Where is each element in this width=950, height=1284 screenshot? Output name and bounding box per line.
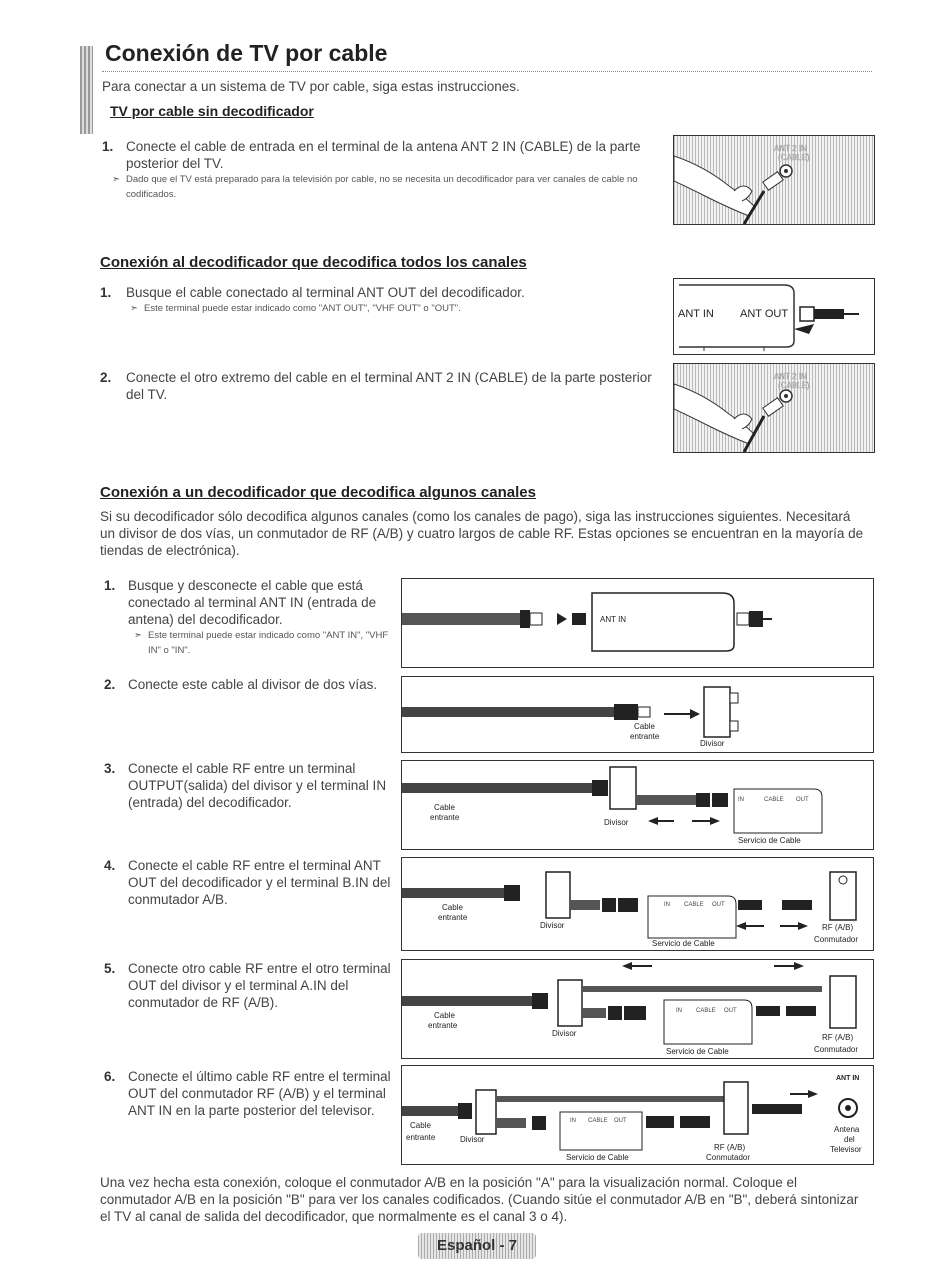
cable-label: Cable: [434, 803, 455, 812]
step-number: 6.: [104, 1069, 116, 1084]
out-label: OUT: [712, 902, 725, 908]
step-number: 2.: [104, 677, 116, 692]
step-number: 3.: [104, 761, 116, 776]
note-text: Este terminal puede estar indicado como "ANT OUT", "VHF OUT" o "OUT".: [144, 303, 461, 314]
cable-label: Cable: [634, 722, 655, 731]
section3-intro: Si su decodificador sólo decodifica algunos canales (como los canales de pago), siga las instrucciones siguientes. Necesitará un divisor de dos vías, un conmutador de RF (A/B) y cuatro largos de cable RF. Estas opciones se encuentran en la mayoría de tiendas de electrónica).: [100, 509, 864, 558]
section3-step2: [104, 676, 394, 693]
section2-heading: Conexión al decodificador que decodifica todos los canales: [100, 254, 527, 271]
tv-ant2in-figure-2: [673, 363, 875, 453]
intro-text: Para conectar a un sistema de TV por cable, siga estas instrucciones.: [102, 79, 520, 94]
page-title: Conexión de TV por cable: [105, 40, 388, 66]
servicio-label: Servicio de Cable: [666, 1047, 729, 1056]
ant-in-label: ANT IN: [678, 308, 714, 320]
servicio-label: Servicio de Cable: [566, 1153, 629, 1162]
step-number: 5.: [104, 961, 116, 976]
step-text: Conecte el último cable RF entre el terminal OUT del conmutador RF (A/B) y el terminal ANT IN en la parte posterior del televisor.: [128, 1069, 391, 1118]
step-number: 1.: [100, 285, 112, 300]
rf-ab-label: RF (A/B): [822, 1033, 854, 1042]
ant-out-label: ANT OUT: [740, 308, 789, 320]
section3-step5: [104, 960, 394, 1011]
header-decoration: [80, 46, 93, 134]
divisor-label: Divisor: [552, 1029, 577, 1038]
entrante-label: entrante: [428, 1021, 458, 1030]
step-note: [112, 172, 646, 202]
step-text: Busque el cable conectado al terminal ANT OUT del decodificador.: [126, 285, 525, 300]
section2-step1: [100, 284, 660, 316]
section1-step1: [102, 138, 662, 202]
in-label: IN: [738, 797, 744, 803]
cable-label: Cable: [434, 1011, 455, 1020]
divisor-label: Divisor: [460, 1135, 485, 1144]
cable-label: Cable: [410, 1121, 431, 1130]
ant2in-label: ANT 2 IN: [774, 144, 807, 153]
step4-figure: [401, 857, 874, 951]
cable-small-label: CABLE: [764, 797, 784, 803]
step-text: Conecte el cable RF entre un terminal OUTPUT(salida) del divisor y el terminal IN (entrada) del decodificador.: [128, 761, 387, 810]
entrante-label: entrante: [406, 1133, 436, 1142]
cable-paren-label: (CABLE): [778, 153, 810, 162]
divisor-label: Divisor: [604, 818, 629, 827]
servicio-label: Servicio de Cable: [652, 939, 715, 948]
conmutador-label: Conmutador: [814, 935, 859, 944]
conmutador-label: Conmutador: [814, 1045, 859, 1054]
ant-in-label: ANT IN: [600, 615, 627, 624]
rf-ab-label: RF (A/B): [822, 923, 854, 932]
cable-paren-label: (CABLE): [778, 381, 810, 390]
step-text: Conecte este cable al divisor de dos vías.: [128, 677, 378, 692]
section3-step3: [104, 760, 394, 811]
title-divider: [102, 71, 872, 72]
out-label: OUT: [614, 1118, 627, 1124]
entrante-label: entrante: [630, 732, 660, 741]
cable-small-label: CABLE: [684, 902, 704, 908]
televisor-label: Televisor: [830, 1145, 862, 1154]
out-label: OUT: [796, 797, 809, 803]
section3-step4: [104, 857, 394, 908]
rf-ab-label: RF (A/B): [714, 1143, 746, 1152]
step-note: [134, 628, 394, 658]
divisor-label: Divisor: [700, 739, 725, 748]
out-label: OUT: [724, 1008, 737, 1014]
section3-outro: Una vez hecha esta conexión, coloque el conmutador A/B en la posición "A" para la visualización normal. Coloque el conmutador A/B en la posición "B" para ver los canales codificados. (Cuando sitúe el conmutador A/B en "B", deberá sintonizar el TV al canal de salida del decodificador, que normalmente es el canal 3 o 4).: [100, 1175, 859, 1224]
cable-small-label: CABLE: [588, 1118, 608, 1124]
tv-ant2in-figure-1: [673, 135, 875, 225]
step-number: 4.: [104, 858, 116, 873]
step5-figure: [401, 959, 874, 1059]
conmutador-label: Conmutador: [706, 1153, 751, 1162]
in-label: IN: [664, 902, 670, 908]
step2-figure: [401, 676, 874, 753]
step-text: Busque y desconecte el cable que está conectado al terminal ANT IN (entrada de antena) del decodificador.: [128, 578, 377, 627]
entrante-label: entrante: [430, 813, 460, 822]
entrante-label: entrante: [438, 913, 468, 922]
note-arrow-icon: ➣: [112, 174, 120, 185]
section3-step1: [104, 577, 394, 658]
step-text: Conecte el cable RF entre el terminal ANT OUT del decodificador y el terminal B.IN del conmutador A/B.: [128, 858, 391, 907]
divisor-label: Divisor: [540, 921, 565, 930]
note-text: Dado que el TV está preparado para la televisión por cable, no se necesita un decodificador para ver canales de cable no codificados.: [126, 174, 638, 200]
section1-heading: TV por cable sin decodificador: [110, 103, 314, 119]
del-label: del: [844, 1135, 855, 1144]
step-text: Conecte el otro extremo del cable en el terminal ANT 2 IN (CABLE) de la parte posterior del TV.: [126, 370, 652, 402]
page-number-badge: Español - 7: [418, 1233, 536, 1259]
section2-step2: [100, 369, 670, 403]
note-arrow-icon: ➣: [130, 303, 138, 314]
step-text: Conecte otro cable RF entre el otro terminal OUT del divisor y el terminal A.IN del conmutador de RF (A/B).: [128, 961, 391, 1010]
ant-in-label: ANT IN: [836, 1075, 860, 1082]
step-number: 2.: [100, 370, 112, 385]
ant2in-label: ANT 2 IN: [774, 372, 807, 381]
step3-figure: [401, 760, 874, 850]
step-number: 1.: [104, 578, 116, 593]
antena-label: Antena: [834, 1125, 860, 1134]
note-text: Este terminal puede estar indicado como "ANT IN", "VHF IN" o "IN".: [148, 630, 389, 656]
step-text: Conecte el cable de entrada en el terminal de la antena ANT 2 IN (CABLE) de la parte posterior del TV.: [126, 139, 641, 171]
note-arrow-icon: ➣: [134, 630, 142, 641]
cable-small-label: CABLE: [696, 1008, 716, 1014]
step1-figure: [401, 578, 874, 668]
decoder-antout-figure: [673, 278, 875, 355]
servicio-label: Servicio de Cable: [738, 836, 801, 845]
step-note: [130, 301, 660, 316]
cable-label: Cable: [442, 903, 463, 912]
in-label: IN: [570, 1118, 576, 1124]
section3-heading: Conexión a un decodificador que decodifica algunos canales: [100, 484, 536, 501]
step6-figure: [401, 1065, 874, 1165]
in-label: IN: [676, 1008, 682, 1014]
section3-step6: [104, 1068, 394, 1119]
step-number: 1.: [102, 139, 114, 154]
